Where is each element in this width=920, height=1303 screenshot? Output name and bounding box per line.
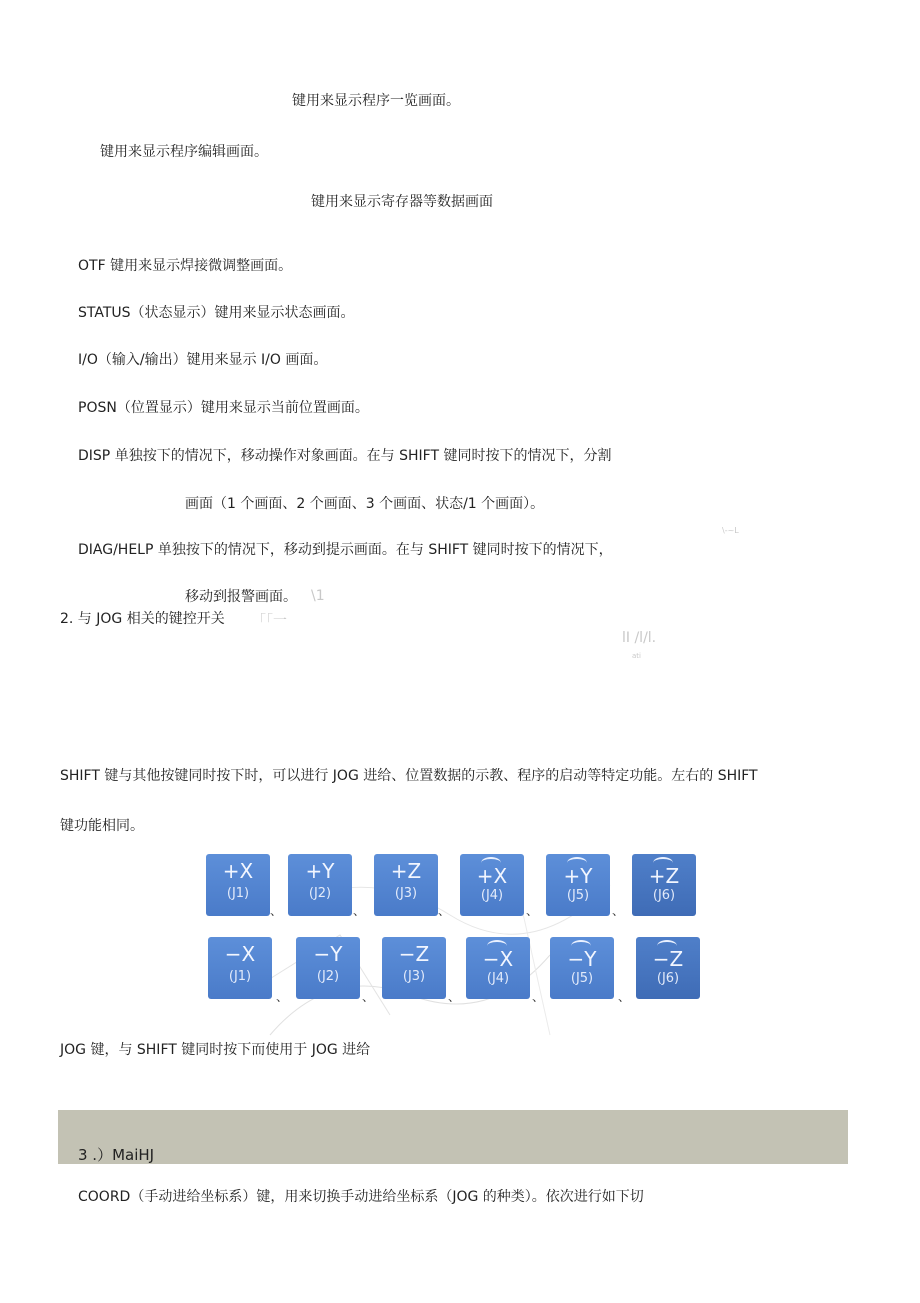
text-shift-key: SHIFT 键与其他按键同时按下时，可以进行 JOG 进给、位置数据的示教、程序的启动等特定功能。左右的 SHIFT	[60, 768, 758, 784]
separator: 、	[362, 990, 375, 1004]
text-status-key: STATUS（状态显示）键用来显示状态画面。	[78, 305, 355, 321]
rotation-arc-icon	[487, 940, 507, 952]
jog-key-minus-ry-j5[interactable]	[550, 937, 614, 999]
section-banner	[58, 1110, 848, 1164]
faint-mark-c: ati	[632, 652, 641, 660]
text-otf-key: OTF 键用来显示焊接微调整画面。	[78, 258, 293, 274]
faint-mark-l11: \1	[311, 588, 325, 604]
text-split-screen: 画面（1 个画面、2 个画面、3 个画面、状态/1 个画面）。	[185, 496, 545, 512]
rotation-arc-icon	[653, 857, 673, 869]
key-joint-label: (J4)	[486, 971, 510, 986]
key-axis-label: +Y	[563, 864, 593, 888]
key-axis-label: +Y	[305, 859, 335, 883]
key-joint-label: (J3)	[394, 886, 418, 901]
text-posn-key: POSN（位置显示）键用来显示当前位置画面。	[78, 400, 369, 416]
faint-mark-l12: 「「一	[252, 613, 287, 629]
jog-key-plus-rx-j4[interactable]	[460, 854, 524, 916]
separator: 、	[448, 990, 461, 1004]
text-jog-key: JOG 键，与 SHIFT 键同时按下而使用于 JOG 进给	[60, 1042, 371, 1058]
key-joint-label: (J1)	[226, 886, 250, 901]
jog-key-minus-z-j3[interactable]	[382, 937, 446, 999]
key-joint-label: (J6)	[652, 888, 676, 903]
key-joint-label: (J6)	[656, 971, 680, 986]
separator: 、	[353, 904, 366, 918]
jog-key-plus-ry-j5[interactable]	[546, 854, 610, 916]
separator: 、	[438, 904, 451, 918]
separator: 、	[276, 990, 289, 1004]
jog-key-plus-rz-j6[interactable]	[632, 854, 696, 916]
key-axis-label: +X	[476, 864, 508, 888]
text-alarm-screen: 移动到报警画面。	[185, 589, 297, 605]
jog-key-plus-z-j3[interactable]	[374, 854, 438, 916]
key-joint-label: (J2)	[316, 969, 340, 984]
rotation-arc-icon	[657, 940, 677, 952]
key-axis-label: −Z	[398, 942, 430, 966]
jog-key-plus-y-j2[interactable]	[288, 854, 352, 916]
section-jog-keys-heading: 2. 与 JOG 相关的键控开关	[60, 611, 225, 627]
key-axis-label: −Y	[567, 947, 597, 971]
key-joint-label: (J3)	[402, 969, 426, 984]
separator: 、	[532, 990, 545, 1004]
key-axis-label: −X	[482, 947, 514, 971]
key-axis-label: −Z	[652, 947, 684, 971]
key-joint-label: (J2)	[308, 886, 332, 901]
faint-mark-a: \-~L	[722, 526, 739, 535]
rotation-arc-icon	[481, 857, 501, 869]
text-register-data: 键用来显示寄存器等数据画面	[311, 194, 493, 210]
key-joint-label: (J1)	[228, 969, 252, 984]
jog-key-minus-x-j1[interactable]	[208, 937, 272, 999]
jog-key-minus-y-j2[interactable]	[296, 937, 360, 999]
text-disp-key: DISP 单独按下的情况下，移动操作对象画面。在与 SHIFT 键同时按下的情况下，分割	[78, 448, 612, 464]
rotation-arc-icon	[571, 940, 591, 952]
key-axis-label: +Z	[648, 864, 680, 888]
text-program-edit: 键用来显示程序编辑画面。	[100, 144, 268, 160]
key-joint-label: (J5)	[570, 971, 594, 986]
jog-key-minus-rx-j4[interactable]	[466, 937, 530, 999]
text-coord-key: COORD（手动进给坐标系）键，用来切换手动进给坐标系（JOG 的种类）。依次进行如下切	[78, 1189, 644, 1205]
separator: 、	[526, 904, 539, 918]
text-shift-same: 键功能相同。	[60, 818, 144, 834]
key-joint-label: (J4)	[480, 888, 504, 903]
key-axis-label: −X	[224, 942, 256, 966]
key-joint-label: (J5)	[566, 888, 590, 903]
separator: 、	[612, 904, 625, 918]
text-program-list: 键用来显示程序一览画面。	[292, 93, 460, 109]
key-axis-label: −Y	[313, 942, 343, 966]
rotation-arc-icon	[567, 857, 587, 869]
jog-key-minus-rz-j6[interactable]	[636, 937, 700, 999]
text-io-key: I/O（输入/输出）键用来显示 I/O 画面。	[78, 352, 328, 368]
section-banner-title: 3 .）MaiHJ	[78, 1146, 155, 1164]
separator: 、	[270, 904, 283, 918]
key-axis-label: +Z	[390, 859, 422, 883]
faint-mark-b: lI /l/l.	[622, 630, 657, 646]
key-axis-label: +X	[222, 859, 254, 883]
separator: 、	[618, 990, 631, 1004]
jog-key-plus-x-j1[interactable]	[206, 854, 270, 916]
text-diag-help-key: DIAG/HELP 单独按下的情况下，移动到提示画面。在与 SHIFT 键同时按下的情况下，	[78, 542, 613, 558]
